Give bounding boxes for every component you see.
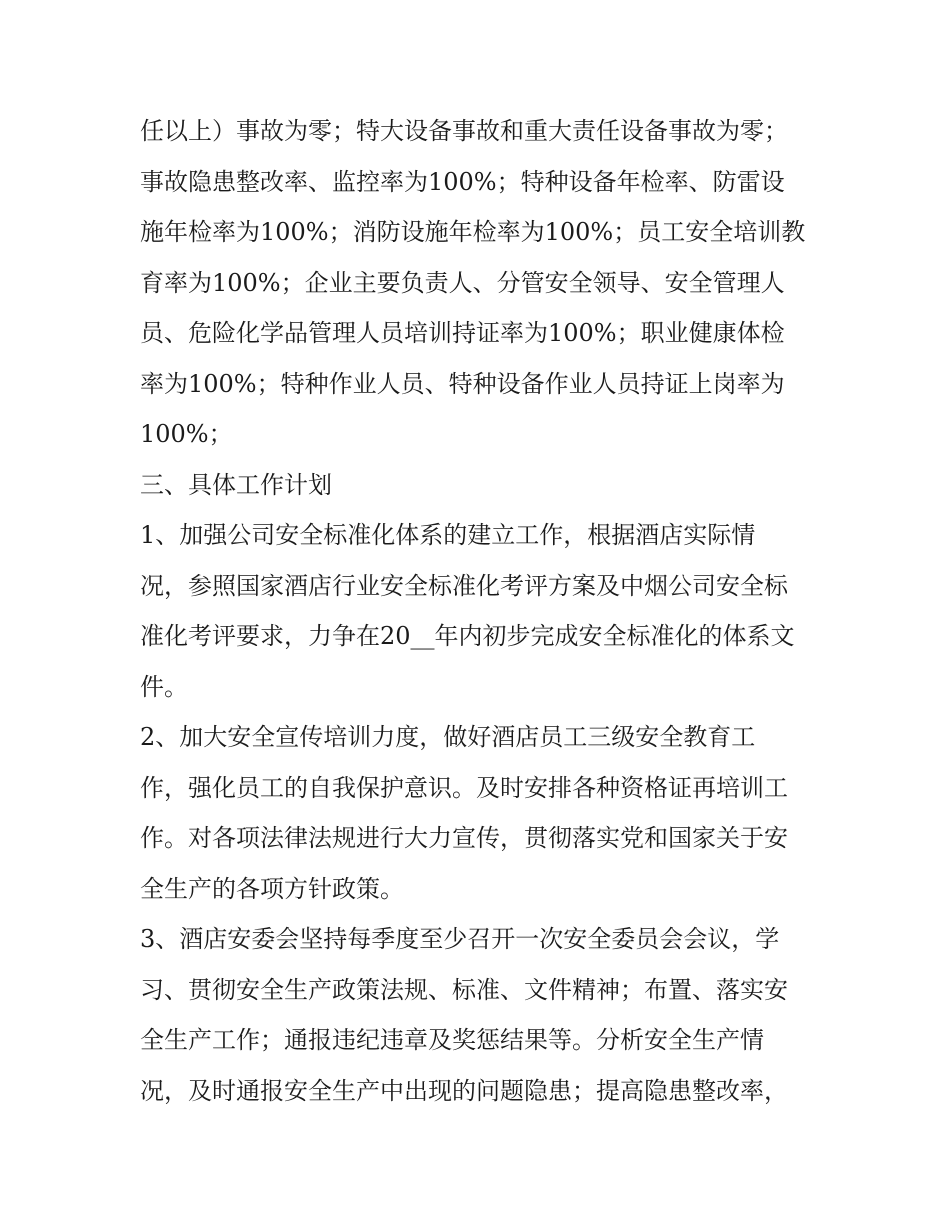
- text-line: 育率为100%；企业主要负责人、分管安全领导、安全管理人: [140, 268, 785, 297]
- text-line: 全生产的各项方针政策。: [140, 874, 404, 903]
- text-line: 全生产工作；通报违纪违章及奖惩结果等。分析安全生产情: [140, 1026, 764, 1054]
- text-line: 件。: [140, 672, 188, 701]
- text-line: 作。对各项法律法规进行大力宣传，贯彻落实党和国家关于安: [140, 824, 788, 852]
- document-body: [140, 106, 820, 1116]
- text-line: 准化考评要求，力争在20__年内初步完成安全标准化的体系文: [140, 622, 795, 650]
- text-line: 施年检率为100%；消防设施年检率为100%；员工安全培训教: [140, 218, 806, 246]
- text-line: 况，参照国家酒店行业安全标准化考评方案及中烟公司安全标: [140, 571, 788, 600]
- text-line: 员、危险化学品管理人员培训持证率为100%；职业健康体检: [140, 319, 785, 347]
- text-line: 3、酒店安委会坚持每季度至少召开一次安全委员会会议，学: [140, 925, 780, 953]
- text-line: 习、贯彻安全生产政策法规、标准、文件精神；布置、落实安: [140, 975, 788, 1004]
- text-line: 任以上）事故为零；特大设备事故和重大责任设备事故为零；: [140, 117, 788, 145]
- text-line: 2、加大安全宣传培训力度，做好酒店员工三级安全教育工: [140, 723, 756, 751]
- text-line: 事故隐患整改率、监控率为100%；特种设备年检率、防雷设: [140, 167, 785, 196]
- text-line: 率为100%；特种作业人员、特种设备作业人员持证上岗率为: [140, 369, 785, 398]
- section-heading: 三、具体工作计划: [140, 470, 332, 499]
- text-line: 作，强化员工的自我保护意识。及时安排各种资格证再培训工: [140, 773, 788, 802]
- text-line: 1、加强公司安全标准化体系的建立工作，根据酒店实际情: [140, 521, 756, 549]
- text-line: 况，及时通报安全生产中出现的问题隐患；提高隐患整改率，: [140, 1076, 788, 1105]
- text-line: 100%；: [140, 420, 233, 448]
